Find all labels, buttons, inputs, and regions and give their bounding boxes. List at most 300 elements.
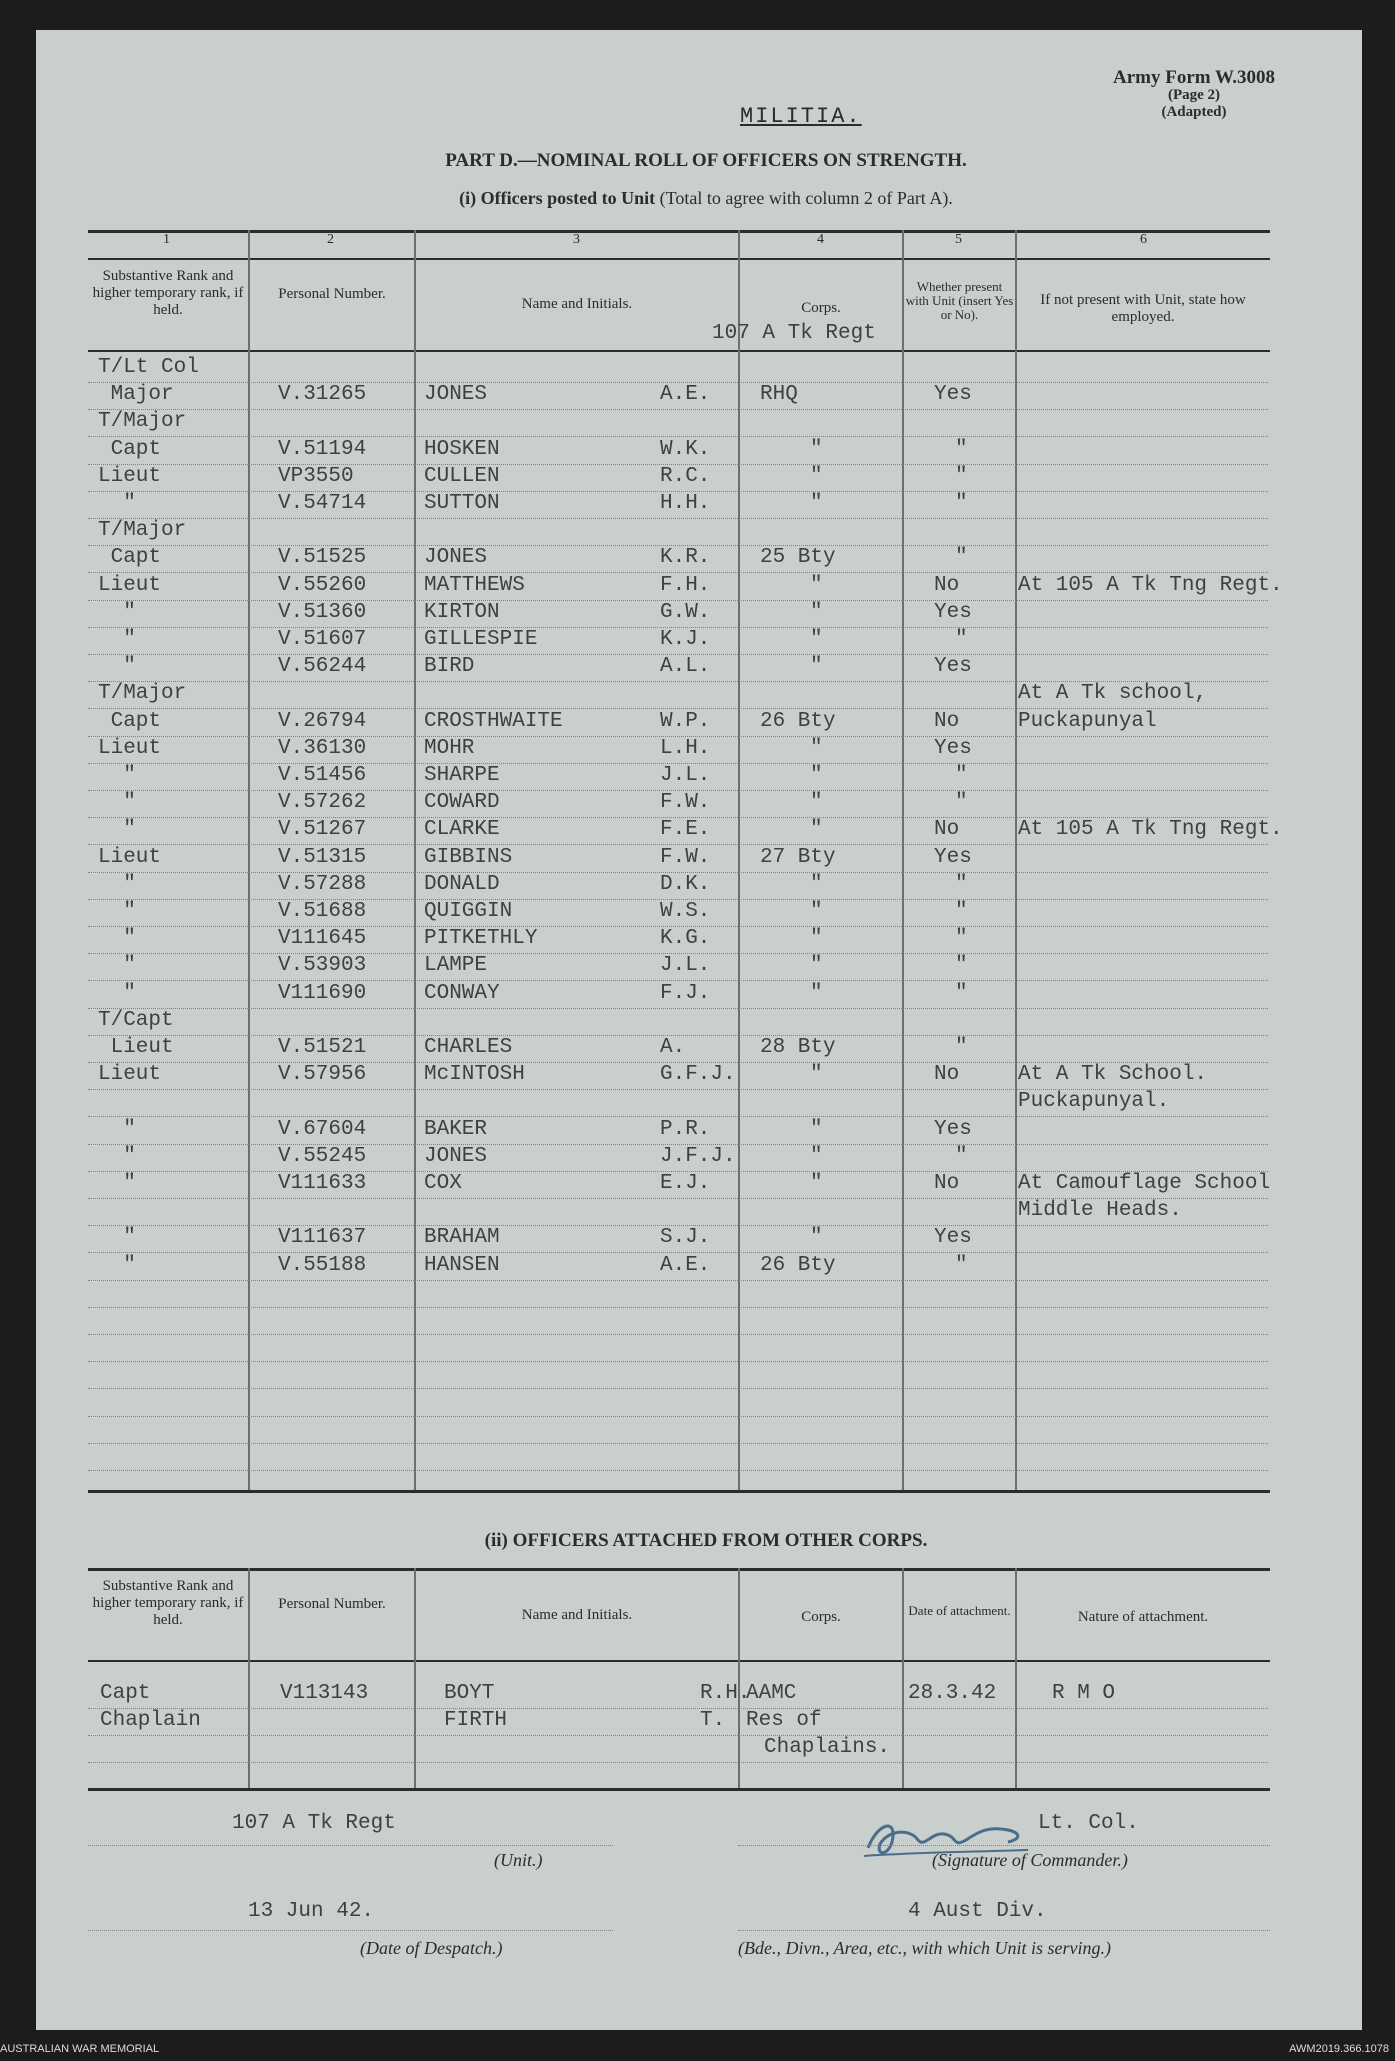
ruled-line [88,736,248,737]
ruled-line [88,382,248,383]
cell-corps: AAMC [746,1682,797,1705]
section1-note: (Total to agree with column 2 of Part A). [655,188,953,208]
cell-corps: " [810,628,823,651]
col-number-4: 4 [817,232,824,247]
unit-caption: (Unit.) [494,1850,543,1870]
cell-corps: 26 Bty [760,709,836,733]
ruled-line [88,1388,248,1389]
cell-name: CROSTHWAITE [424,709,563,733]
cell-init: F.H. [660,573,711,597]
ruled-line [248,491,1268,492]
section1-label: (i) Officers posted to Unit [459,188,656,208]
cell-rank: Lieut [98,1036,174,1059]
ruled-line [88,572,248,573]
cell-corps: Chaplains. [764,1736,891,1759]
ruled-line [88,1198,248,1199]
ruled-line [88,1171,248,1172]
section1-subtitle [0,188,1395,209]
cell-name: JONES [424,546,488,570]
cell-present: " [955,1144,968,1168]
ruled-line [248,1470,1268,1471]
cell-name: DONALD [424,872,500,896]
cell-num: V.55245 [278,1144,367,1168]
cell-corps: 25 Bty [760,546,836,570]
ruled-line [88,899,248,900]
cell-corps: " [810,492,823,515]
cell-init: E.J. [660,1172,711,1195]
cell-name: GIBBINS [424,845,513,869]
cell-num: V113143 [280,1682,369,1705]
table2-top-rule [88,1568,1270,1571]
ruled-line [248,436,1268,437]
cell-name: PITKETHLY [424,927,538,951]
ruled-line [248,681,1268,682]
commander-line [738,1845,1270,1846]
cell-present: " [955,1036,968,1059]
cell-num: V.57262 [278,791,367,815]
ruled-line [248,1280,1268,1281]
cell-num: V.67604 [278,1117,367,1141]
ruled-line [248,627,1268,628]
cell-present: No [934,709,960,733]
ruled-line [248,1225,1268,1226]
cell-rank: " [98,900,136,923]
header-rank: Substantive Rank and higher temporary rank, if held. [92,268,244,318]
cell-corps: " [810,1117,823,1141]
cell-num: V.26794 [278,709,367,733]
ruled-line [88,1225,248,1226]
ruled-line [248,790,1268,791]
cell-init: D.K. [660,872,711,896]
cell-num: V.57956 [278,1063,367,1087]
ruled-line [88,1252,248,1253]
commander-caption: (Signature of Commander.) [932,1850,1128,1870]
cell-corps: 26 Bty [760,1253,836,1277]
cell-rank: " [98,981,136,1005]
unit-value: 107 A Tk Regt [232,1812,396,1835]
ruled-line [248,600,1268,601]
ruled-line [248,382,1268,383]
ruled-line [248,1307,1268,1308]
cell-name: MATTHEWS [424,573,525,597]
cell-corps: " [810,818,823,842]
header-corps: Corps. [801,300,841,316]
cell-num: V.51521 [278,1036,367,1059]
cell-rank: " [98,600,136,624]
ruled-line [88,1361,248,1362]
cell-name: BRAHAM [424,1226,500,1250]
ruled-line [248,899,1268,900]
ruled-line [248,844,1268,845]
cell-corps: " [810,1063,823,1087]
table2-header-rule [88,1660,1270,1662]
ruled-line [248,1089,1268,1090]
cell-rank: " [98,1253,136,1277]
cell-name: CULLEN [424,464,500,488]
unit-line [88,1845,613,1846]
ruled-line [88,654,248,655]
ruled-line [248,1388,1268,1389]
ruled-line [88,817,248,818]
ruled-line [88,1035,248,1036]
cell-rank: T/Lt Col [98,356,199,379]
cell-corps: " [810,464,823,488]
cell-rank: Lieut [98,736,162,760]
cell-name: COX [424,1172,462,1195]
cell-present: " [955,981,968,1005]
part-title: PART D.—NOMINAL ROLL OF OFFICERS ON STRENGTH. [445,150,967,171]
ruled-line [248,1334,1268,1335]
cell-init: L.H. [660,736,711,760]
cell-num: V.55260 [278,573,367,597]
header2-nature: Nature of attachment. [1077,1609,1209,1625]
ruled-line [88,790,248,791]
cell-present: " [955,900,968,923]
ruled-line [248,817,1268,818]
cell-init: J.F.J. [660,1144,736,1168]
cell-init: P.R. [660,1117,711,1141]
cell-present: Yes [934,1117,972,1141]
ruled-line [88,708,248,709]
formation-value: 4 Aust Div. [908,1900,1047,1923]
ruled-line [88,681,248,682]
cell-rank: Capt [98,546,162,570]
ruled-line [88,1307,248,1308]
ruled-line [248,1144,1268,1145]
cell-rank: " [98,764,136,787]
cell-name: CLARKE [424,818,500,842]
ruled-line [248,736,1268,737]
cell-init: T. [700,1709,726,1732]
header-name: Name and Initials. [521,296,633,312]
ruled-line [248,1198,1268,1199]
cell-name: KIRTON [424,600,500,624]
cell-num: V.36130 [278,736,367,760]
ruled-line [88,1443,248,1444]
cell-init: G.F.J. [660,1063,736,1087]
cell-corps: " [810,872,823,896]
ruled-line [248,1762,1268,1763]
cell-num: V.51315 [278,845,367,869]
cell-corps: " [810,1226,823,1250]
cell-name: FIRTH [444,1709,508,1732]
cell-present: Yes [934,736,972,760]
cell-rank: " [98,628,136,651]
col-number-2: 2 [327,232,334,247]
ruled-line [248,1035,1268,1036]
cell-rank: T/Major [98,410,187,434]
cell-rank: " [98,954,136,978]
ruled-line [88,1089,248,1090]
cell-name: MOHR [424,736,475,760]
ruled-line [88,926,248,927]
cell-corps: " [810,655,823,679]
cell-rank: T/Major [98,519,187,543]
cell-corps: RHQ [760,383,798,407]
cell-rank: " [98,1172,136,1195]
cell-corps: " [810,600,823,624]
ruled-line [248,409,1268,410]
cell-rank: Lieut [98,573,162,597]
cell-num: V.51360 [278,600,367,624]
ruled-line [88,1735,248,1736]
cell-corps: " [810,981,823,1005]
table1-number-rule [88,258,1270,260]
ruled-line [248,872,1268,873]
cell-employ: At A Tk School. [1018,1063,1208,1087]
cell-name: SUTTON [424,492,500,515]
cell-rank: " [98,1144,136,1168]
cell-employ: At A Tk school, [1018,682,1208,706]
table1-top-rule [88,230,1270,233]
cell-corps: 28 Bty [760,1036,836,1059]
cell-init: K.G. [660,927,711,951]
ruled-line [88,627,248,628]
ruled-line [248,1443,1268,1444]
cell-num: V111637 [278,1226,367,1250]
cell-init: F.W. [660,791,711,815]
cell-corps: " [810,927,823,951]
table2-col-divider [414,1568,416,1788]
ruled-line [248,1116,1268,1117]
header-employed: If not present with Unit, state how employed. [1040,292,1246,325]
ruled-line [248,953,1268,954]
date-line [88,1930,613,1931]
ruled-line [88,1144,248,1145]
section2-title: (ii) OFFICERS ATTACHED FROM OTHER CORPS. [484,1530,928,1551]
cell-corps: " [810,954,823,978]
cell-num: V.51607 [278,628,367,651]
table1-bottom-rule [88,1490,1270,1493]
cell-name: QUIGGIN [424,900,513,923]
ruled-line [88,1708,248,1709]
ruled-line [88,844,248,845]
ruled-line [248,708,1268,709]
cell-rank: " [98,791,136,815]
ruled-line [88,1470,248,1471]
ruled-line [248,1008,1268,1009]
commander-rank: Lt. Col. [1038,1812,1139,1835]
header2-personal-number: Personal Number. [278,1596,386,1612]
cell-corps: Res of [746,1709,822,1732]
cell-init: W.S. [660,900,711,923]
form-adapted: (Adapted) [1161,104,1227,120]
cell-employ: At 105 A Tk Tng Regt. [1018,573,1283,597]
ruled-line [88,763,248,764]
cell-num: V.54714 [278,492,367,515]
table2-col-divider [902,1568,904,1788]
cell-present: No [934,1172,960,1195]
cell-num: V.56244 [278,655,367,679]
cell-employ: Puckapunyal. [1018,1090,1170,1114]
cell-num: V.51688 [278,900,367,923]
cell-present: " [955,791,968,815]
cell-init: W.K. [660,437,711,461]
cell-rank: " [98,492,136,515]
col-number-1: 1 [163,232,170,247]
cell-present: " [955,464,968,488]
header2-name: Name and Initials. [521,1607,633,1623]
cell-present: Yes [934,845,972,869]
cell-num: V111633 [278,1172,367,1195]
ruled-line [248,980,1268,981]
credit-right: AWM2019.366.1078 [1289,2043,1389,2055]
ruled-line [248,545,1268,546]
cell-rank: Lieut [98,1063,162,1087]
cell-employ: At Camouflage School [1018,1172,1271,1195]
ruled-line [88,1062,248,1063]
form-page: (Page 2) [1167,87,1221,103]
header-personal-number: Personal Number. [278,286,386,302]
ruled-line [88,436,248,437]
cell-name: GILLESPIE [424,628,538,651]
ruled-line [248,1708,1268,1709]
col-number-6: 6 [1140,232,1147,247]
ruled-line [248,1735,1268,1736]
ruled-line [248,464,1268,465]
cell-rank: T/Capt [98,1008,174,1032]
cell-present: Yes [934,600,972,624]
cell-rank: " [98,872,136,896]
ruled-line [88,953,248,954]
cell-num: V.51456 [278,764,367,787]
cell-init: J.L. [660,764,711,787]
ruled-line [88,518,248,519]
cell-corps: " [810,573,823,597]
ruled-line [88,1008,248,1009]
cell-name: COWARD [424,791,500,815]
ruled-line [88,464,248,465]
cell-present: " [955,1253,968,1277]
cell-init: F.J. [660,981,711,1005]
militia-stamp: MILITIA. [740,104,862,129]
cell-rank: T/Major [98,682,187,706]
cell-num: V111690 [278,981,367,1005]
table1-col-divider [902,230,904,1490]
date-caption: (Date of Despatch.) [360,1938,503,1958]
table1-col-divider [414,230,416,1490]
ruled-line [88,409,248,410]
cell-init: W.P. [660,709,711,733]
cell-name: HANSEN [424,1253,500,1277]
cell-rank: " [98,655,136,679]
corps-heading: 107 A Tk Regt [712,322,876,345]
cell-rank: Capt [100,1682,151,1705]
cell-present: " [955,492,968,515]
ruled-line [248,1171,1268,1172]
cell-num: V.31265 [278,383,367,407]
ruled-line [248,654,1268,655]
cell-corps: " [810,900,823,923]
form-sheet [36,30,1362,2030]
cell-name: SHARPE [424,764,500,787]
despatch-date-value: 13 Jun 42. [248,1900,375,1923]
ruled-line [88,1416,248,1417]
cell-init: A.L. [660,655,711,679]
cell-num: V.53903 [278,954,367,978]
header2-date: Date of attachment. [908,1603,1011,1618]
cell-rank: Capt [98,709,162,733]
cell-num: V111645 [278,927,367,951]
formation-caption: (Bde., Divn., Area, etc., with which Unit is serving.) [738,1938,1111,1958]
cell-init: S.J. [660,1226,711,1250]
cell-employ: Middle Heads. [1018,1199,1182,1223]
header2-rank: Substantive Rank and higher temporary rank, if held. [92,1578,244,1628]
cell-present: " [955,628,968,651]
cell-init: K.J. [660,628,711,651]
ruled-line [88,1116,248,1117]
cell-init: G.W. [660,600,711,624]
ruled-line [88,600,248,601]
cell-corps: " [810,736,823,760]
ruled-line [88,545,248,546]
cell-init: F.W. [660,845,711,869]
cell-init: A.E. [660,383,711,407]
cell-corps: " [810,437,823,461]
header-present: Whether present with Unit (insert Yes or No). [905,279,1014,322]
cell-num: VP3550 [278,464,354,488]
cell-num: V.51525 [278,546,367,570]
cell-present: " [955,927,968,951]
cell-rank: Chaplain [100,1709,201,1732]
cell-rank: " [98,1117,136,1141]
cell-corps: " [810,1144,823,1168]
ruled-line [248,1361,1268,1362]
ruled-line [248,1252,1268,1253]
ruled-line [88,872,248,873]
cell-present: Yes [934,383,972,407]
cell-present: " [955,954,968,978]
cell-init: F.E. [660,818,711,842]
cell-name: JONES [424,383,488,407]
cell-rank: " [98,927,136,951]
ruled-line [88,980,248,981]
cell-name: JONES [424,1144,488,1168]
ruled-line [248,518,1268,519]
form-identifier [1113,68,1275,121]
cell-init: H.H. [660,492,711,515]
cell-present: No [934,1063,960,1087]
ruled-line [248,763,1268,764]
formation-line [738,1930,1270,1931]
cell-date: 28.3.42 [908,1682,997,1705]
cell-num: V.57288 [278,872,367,896]
cell-present: " [955,872,968,896]
table1-col-divider [738,230,740,1490]
cell-num: V.55188 [278,1253,367,1277]
cell-present: No [934,818,960,842]
cell-init: R.C. [660,464,711,488]
cell-present: " [955,437,968,461]
header2-corps: Corps. [801,1609,841,1625]
col-number-5: 5 [955,232,962,247]
cell-corps: " [810,764,823,787]
table2-col-divider [1015,1568,1017,1788]
cell-init: A.E. [660,1253,711,1277]
table1-header-rule [88,350,1270,352]
cell-rank: " [98,818,136,842]
cell-corps: " [810,1172,823,1195]
ruled-line [88,491,248,492]
cell-init: A. [660,1036,686,1059]
cell-name: BAKER [424,1117,488,1141]
ruled-line [248,1416,1268,1417]
cell-name: McINTOSH [424,1063,525,1087]
cell-init: K.R. [660,546,711,570]
cell-name: CONWAY [424,981,500,1005]
cell-num: V.51267 [278,818,367,842]
cell-rank: " [98,1226,136,1250]
